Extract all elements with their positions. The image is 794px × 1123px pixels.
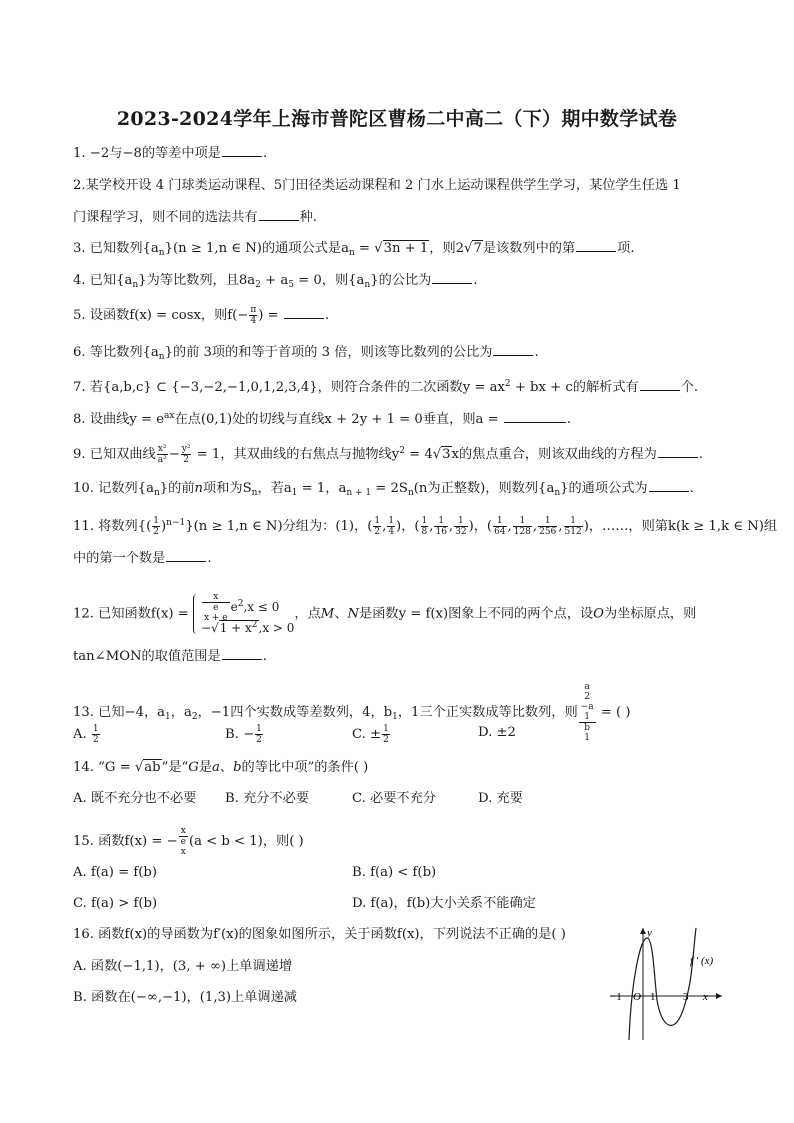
exam-title: 2023-2024学年上海市普陀区曹杨二中高二（下）期中数学试卷 <box>116 108 678 130</box>
q13-option-b[interactable]: B. − $\frac{1}{2}$ <box>225 724 262 745</box>
answer-blank[interactable] <box>222 647 262 660</box>
question-8: 8. 设曲线$y = e^{ax}$在点(0,1)处的切线与直线x + 2y + 1 = 0垂直，则a = . <box>73 411 572 427</box>
question-4: 4. 已知$\{a_n\}$为等比数列，且$8a_2 + a_5 = 0$，则$\{a_n\}$的公比为 . <box>73 273 478 290</box>
group-4-fractions <box>492 516 584 537</box>
question-13: 13. 已知−4，$a_1$，$a_2$，−1四个实数成等差数列，4，$b_1$，1三个正实数成等比数列，则 a 2 −a 1 b 1 = ( ) <box>73 682 631 743</box>
q14-option-b[interactable]: B. 充分不必要 <box>225 791 310 806</box>
q14-option-a[interactable]: A. 既不充分也不必要 <box>73 791 197 806</box>
answer-blank[interactable] <box>284 306 324 319</box>
q14-option-c[interactable]: C. 必要不充分 <box>352 791 436 806</box>
answer-blank[interactable] <box>222 144 262 157</box>
question-11-line-1: 11. 将数列{( $\frac{1}{2}$ )$^{n-1}$}(n ≥ 1,n ∈ N)分组为：(1)，( $\frac{1}{2}$ , $\frac{1}{4}$ )，( $\frac{1}{8}$ , $\frac{1}{16}$ , $\frac{1}{32}$ )，( $\frac{1}{64}$ , $\frac{1}{128}$ , $\frac{1}{256}$ , $\frac{1}{512}$ )，……，则第k(k ≥ 1,k ∈ N)组 <box>73 516 778 537</box>
x-axis-label: x <box>703 991 708 1003</box>
y-axis-arrow-icon <box>640 928 646 934</box>
piecewise-function: x e x + e $e^2,x \le 0$ $-√1 + x^2,x > 0$ <box>193 592 294 636</box>
q15-option-d[interactable]: D. f(a)，f(b)大小关系不能确定 <box>352 896 536 911</box>
question-12-line-2: tan∠MON的取值范围是 . <box>73 649 267 664</box>
derivative-graph <box>606 924 726 1044</box>
fraction: $\frac{\text{x²}}{\text{a²}}$ <box>157 444 167 465</box>
q16-option-b[interactable]: B. 函数在(−∞,−1)，(1,3)上单调递减 <box>73 990 297 1005</box>
answer-blank[interactable] <box>576 239 616 252</box>
x-axis-arrow-icon <box>716 993 722 999</box>
answer-blank[interactable] <box>259 208 299 221</box>
tick-label-1: 1 <box>650 991 656 1003</box>
question-1: 1. −2与−8的等差中项是 . <box>73 146 268 161</box>
fraction: $\frac{1}{4}$ <box>388 516 395 537</box>
q15-option-c[interactable]: C. f(a) > f(b) <box>73 896 158 911</box>
derivative-curve <box>629 928 696 1040</box>
answer-blank[interactable] <box>658 445 698 458</box>
q15-option-b[interactable]: B. f(a) < f(b) <box>352 865 437 880</box>
q13-option-d[interactable]: D. ±2 <box>478 725 516 740</box>
answer-blank[interactable] <box>640 378 680 391</box>
answer-blank[interactable] <box>493 343 533 356</box>
comma: , <box>448 519 454 534</box>
question-2-line-2: 门课程学习，则不同的选法共有 种. <box>73 210 318 225</box>
comma: , <box>429 519 434 534</box>
comma: , <box>507 519 512 534</box>
group-2-fractions <box>372 516 396 537</box>
fraction: $\frac{1}{16}$ <box>435 516 447 537</box>
answer-blank[interactable] <box>432 271 472 284</box>
fraction: $\frac{1}{2}$ <box>374 516 381 537</box>
answer-blank[interactable] <box>649 479 689 492</box>
group-3-fractions <box>420 516 469 537</box>
fraction: $\frac{\text{y²}}{2}$ <box>181 444 191 465</box>
fraction: $\frac{\pi}{4}$ <box>250 305 257 326</box>
answer-blank[interactable] <box>504 410 566 423</box>
curve-label: f ′ (x) <box>690 955 714 967</box>
q1-text: 1. −2与−8的等差中项是 <box>73 146 221 161</box>
question-15: 15. 函数f(x) = − x e x (a < b < 1)，则( ) <box>73 826 304 857</box>
q13-option-c[interactable]: C. ± $\frac{1}{2}$ <box>352 724 389 745</box>
fraction: $\frac{1}{8}$ <box>421 516 428 537</box>
question-12-line-1: 12. 已知函数f(x) = x e x + e $e^2,x \le 0$ $-√1 + x^2,x > 0$ ，点M、N是函数y = f(x)图象上不同的两个点，设O为坐标原点，则 <box>73 592 697 635</box>
q15-option-a[interactable]: A. f(a) = f(b) <box>73 865 157 880</box>
fraction: $\frac{1}{128}$ <box>513 516 531 537</box>
q13-option-a[interactable]: A. $\frac{1}{2}$ <box>73 724 99 745</box>
answer-blank[interactable] <box>166 549 206 562</box>
comma: , <box>558 519 563 534</box>
question-5: 5. 设函数f(x) = cosx，则f(− $\frac{\pi}{4}$ ) = . <box>73 305 330 326</box>
y-axis-label: y <box>647 927 652 939</box>
fraction: $\frac{1}{2}$ <box>153 516 159 537</box>
brace-icon <box>193 594 200 634</box>
question-11-line-2: 中的第一个数是 . <box>73 551 212 566</box>
origin-label: O <box>633 991 641 1003</box>
q14-option-d[interactable]: D. 充要 <box>478 791 523 806</box>
question-2-line-1: 2.某学校开设 4 门球类运动课程、5门田径类运动课程和 2 门水上运动课程供学生学习，某位学生任选 1 <box>73 178 681 193</box>
fraction: $\frac{1}{256}$ <box>539 516 557 537</box>
question-16: 16. 函数f(x)的导函数为f′(x)的图象如图所示，关于函数f(x)，下列说法不正确的是( ) <box>73 927 566 942</box>
q16-option-a[interactable]: A. 函数(−1,1)，(3, + ∞)上单调递增 <box>73 959 293 974</box>
question-3: 3. 已知数列$\{a_n\}(n \ge 1,n$ ∈ N)的通项公式是$a_n = √3n + 1$，则2√7是该数列中的第 项. <box>73 241 635 258</box>
question-10: 10. 记数列$\{a_n\}$的前n项和为$S_n$，若$a_1 = 1$，$a_{n + 1} = 2S_n(n$为正整数)，则数列$\{a_n\}$的通项公式为 . <box>73 481 694 498</box>
tick-label-neg1: −1 <box>610 991 622 1003</box>
tick-label-3: 3 <box>683 991 689 1003</box>
question-7: 7. 若{a,b,c} ⊂ {−3,−2,−1,0,1,2,3,4}，则符合条件的二次函数$y = ax^2$ + bx + c的解析式有 个. <box>73 379 699 395</box>
fraction: a 2 −a 1 b 1 <box>580 682 594 743</box>
question-14: 14. “G = √ab”是“G是a、b的等比中项”的条件( ) <box>73 760 369 775</box>
comma: , <box>382 519 387 534</box>
question-9: 9. 已知双曲线 $\frac{\text{x²}}{\text{a²}}$ − $\frac{\text{y²}}{2}$ = 1，其双曲线的右焦点与抛物线$y^2 = 4√3x$的焦点重合，则该双曲线的方程为 . <box>73 444 703 465</box>
fraction: $\frac{1}{32}$ <box>455 516 467 537</box>
fraction: x e x <box>180 826 186 857</box>
fraction: $\frac{1}{64}$ <box>494 516 506 537</box>
fraction: $\frac{1}{512}$ <box>564 516 582 537</box>
comma: , <box>532 519 538 534</box>
question-6: 6. 等比数列$\{a_n\}$的前 3项的和等于首项的 3 倍，则该等比数列的公比为 . <box>73 345 539 362</box>
